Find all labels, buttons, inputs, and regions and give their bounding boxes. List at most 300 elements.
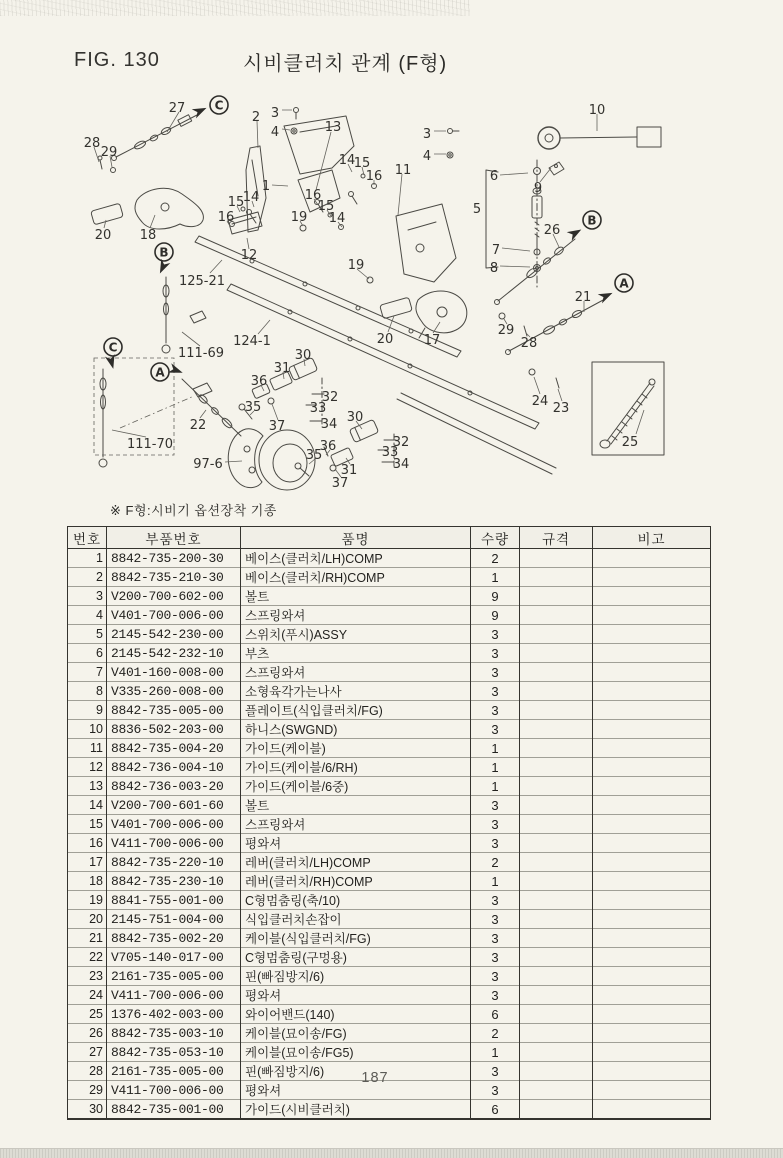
table-row <box>68 568 711 587</box>
spec <box>520 587 593 606</box>
part-number: V335-260-008-00 <box>107 682 241 701</box>
header-note: 비고 <box>593 527 711 549</box>
header-part-number: 부품번호 <box>107 527 241 549</box>
spec <box>520 872 593 891</box>
page-number: 187 <box>361 1070 389 1086</box>
callout-31: 31 <box>340 463 358 478</box>
part-number: 2161-735-005-00 <box>107 967 241 986</box>
part-name: 베이스(클러치/RH)COMP <box>241 568 471 587</box>
part-name: 볼트 <box>241 587 471 606</box>
page-title: 시비클러치 관계 (F형) <box>243 53 448 75</box>
part-number: 8842-735-003-10 <box>107 1024 241 1043</box>
row-number: 4 <box>68 606 107 625</box>
note <box>593 929 711 948</box>
row-number: 13 <box>68 777 107 796</box>
quantity: 9 <box>471 587 520 606</box>
note <box>593 549 711 568</box>
row-number: 18 <box>68 872 107 891</box>
table-header-row <box>68 527 711 549</box>
part-name: 가이드(시비클러치) <box>241 1100 471 1120</box>
part-name: 평와셔 <box>241 1081 471 1100</box>
note <box>593 1024 711 1043</box>
ref-letters <box>104 96 633 381</box>
part-number: 8842-735-053-10 <box>107 1043 241 1062</box>
callout-16: 16 <box>365 169 383 184</box>
note <box>593 891 711 910</box>
part-name: 케이블(묘이송/FG5) <box>241 1043 471 1062</box>
callout-15: 15 <box>353 156 371 171</box>
row-number: 6 <box>68 644 107 663</box>
row-number: 3 <box>68 587 107 606</box>
part-name: 스위치(푸시)ASSY <box>241 625 471 644</box>
callout-124-1: 124-1 <box>233 334 271 349</box>
quantity: 3 <box>471 663 520 682</box>
spec <box>520 1100 593 1120</box>
quantity: 1 <box>471 872 520 891</box>
svg-text:B: B <box>159 245 169 260</box>
row-number: 5 <box>68 625 107 644</box>
row-number: 8 <box>68 682 107 701</box>
quantity: 3 <box>471 644 520 663</box>
svg-text:C: C <box>214 98 224 113</box>
part-number: 8842-735-004-20 <box>107 739 241 758</box>
header-spec: 규격 <box>520 527 593 549</box>
spec <box>520 1005 593 1024</box>
callout-19: 19 <box>290 210 308 225</box>
part-number: 2145-542-232-10 <box>107 644 241 663</box>
spec <box>520 929 593 948</box>
row-number: 23 <box>68 967 107 986</box>
table-row <box>68 701 711 720</box>
part-number: 2145-542-230-00 <box>107 625 241 644</box>
part-name: 소형육각가는나사 <box>241 682 471 701</box>
part-number: 8842-736-004-10 <box>107 758 241 777</box>
svg-text:B: B <box>587 213 597 228</box>
spec <box>520 644 593 663</box>
note <box>593 568 711 587</box>
part-name: 레버(클러치/RH)COMP <box>241 872 471 891</box>
callout-16: 16 <box>304 188 322 203</box>
note <box>593 1100 711 1120</box>
spec <box>520 910 593 929</box>
spec <box>520 1062 593 1081</box>
row-number: 17 <box>68 853 107 872</box>
ref-letter-B <box>155 243 173 276</box>
spec <box>520 758 593 777</box>
note <box>593 834 711 853</box>
table-row <box>68 967 711 986</box>
row-number: 24 <box>68 986 107 1005</box>
part-number: 2145-751-004-00 <box>107 910 241 929</box>
note <box>593 1062 711 1081</box>
row-number: 26 <box>68 1024 107 1043</box>
callout-15: 15 <box>227 195 245 210</box>
note <box>593 720 711 739</box>
callout-14: 14 <box>338 153 356 168</box>
callout-16: 16 <box>217 210 235 225</box>
frame-rail-drawing <box>195 236 556 474</box>
callout-28: 28 <box>520 336 538 351</box>
part-name: 플레이트(식입클러치/FG) <box>241 701 471 720</box>
part-name: C형멈춤링(구멍용) <box>241 948 471 967</box>
part-name: 부츠 <box>241 644 471 663</box>
part-name: 스프링와셔 <box>241 815 471 834</box>
part-name: 가이드(케이블/6중) <box>241 777 471 796</box>
callout-19: 19 <box>347 258 365 273</box>
callout-24: 24 <box>531 394 549 409</box>
part-name: C형멈춤링(축/10) <box>241 891 471 910</box>
callout-13: 13 <box>324 120 342 135</box>
parts-table-body <box>68 549 711 1120</box>
row-number: 19 <box>68 891 107 910</box>
spec <box>520 549 593 568</box>
quantity: 1 <box>471 739 520 758</box>
spec <box>520 625 593 644</box>
callout-11: 11 <box>394 163 412 178</box>
spec <box>520 853 593 872</box>
part-name: 평와셔 <box>241 834 471 853</box>
note <box>593 910 711 929</box>
note <box>593 1005 711 1024</box>
spec <box>520 1081 593 1100</box>
spec <box>520 1024 593 1043</box>
note <box>593 625 711 644</box>
part-number: V401-700-006-00 <box>107 606 241 625</box>
spec <box>520 606 593 625</box>
part-number: V411-700-006-00 <box>107 1081 241 1100</box>
part-number: V200-700-601-60 <box>107 796 241 815</box>
callout-29: 29 <box>497 323 515 338</box>
spec <box>520 777 593 796</box>
row-number: 2 <box>68 568 107 587</box>
callout-97-6: 97-6 <box>193 457 223 472</box>
note <box>593 948 711 967</box>
callout-32: 32 <box>392 435 410 450</box>
note <box>593 606 711 625</box>
quantity: 3 <box>471 1062 520 1081</box>
quantity: 3 <box>471 720 520 739</box>
table-row <box>68 853 711 872</box>
row-number: 11 <box>68 739 107 758</box>
callout-30: 30 <box>346 410 364 425</box>
callout-4: 4 <box>270 125 280 140</box>
callout-14: 14 <box>242 190 260 205</box>
callout-111-69: 111-69 <box>177 346 225 361</box>
part-number: V411-700-006-00 <box>107 986 241 1005</box>
table-row <box>68 549 711 568</box>
quantity: 3 <box>471 967 520 986</box>
quantity: 3 <box>471 682 520 701</box>
callout-34: 34 <box>320 417 338 432</box>
spec <box>520 701 593 720</box>
table-row <box>68 777 711 796</box>
note <box>593 872 711 891</box>
part-name: 가이드(케이블) <box>241 739 471 758</box>
spec <box>520 568 593 587</box>
callout-15: 15 <box>317 199 335 214</box>
svg-text:C: C <box>108 340 118 355</box>
callout-36: 36 <box>319 439 337 454</box>
callout-3: 3 <box>422 127 432 142</box>
quantity: 3 <box>471 948 520 967</box>
part-number: 8842-735-220-10 <box>107 853 241 872</box>
exploded-parts-diagram <box>0 0 783 500</box>
part-name: 평와셔 <box>241 986 471 1005</box>
callout-29: 29 <box>100 145 118 160</box>
quantity: 3 <box>471 986 520 1005</box>
table-row <box>68 663 711 682</box>
header-part-name: 품명 <box>241 527 471 549</box>
callout-26: 26 <box>543 223 561 238</box>
ref-letter-A <box>151 363 184 381</box>
part-number: 8842-736-003-20 <box>107 777 241 796</box>
quantity: 3 <box>471 1081 520 1100</box>
callout-21: 21 <box>574 290 592 305</box>
note <box>593 682 711 701</box>
callout-30: 30 <box>294 348 312 363</box>
table-row <box>68 986 711 1005</box>
row-number: 15 <box>68 815 107 834</box>
part-name: 가이드(케이블/6/RH) <box>241 758 471 777</box>
note <box>593 739 711 758</box>
row-number: 25 <box>68 1005 107 1024</box>
callout-8: 8 <box>489 261 499 276</box>
part-name: 핀(빠짐방지/6) <box>241 1062 471 1081</box>
row-number: 16 <box>68 834 107 853</box>
row-number: 10 <box>68 720 107 739</box>
table-row <box>68 1043 711 1062</box>
table-row <box>68 796 711 815</box>
spec <box>520 1043 593 1062</box>
row-number: 20 <box>68 910 107 929</box>
ref-letter-C <box>192 96 228 118</box>
callout-1: 1 <box>261 179 271 194</box>
note <box>593 777 711 796</box>
bracket-plate-drawing <box>91 116 467 338</box>
header-quantity: 수량 <box>471 527 520 549</box>
callout-4: 4 <box>422 149 432 164</box>
svg-text:A: A <box>619 276 629 291</box>
callout-9: 9 <box>533 181 543 196</box>
part-number: V705-140-017-00 <box>107 948 241 967</box>
callout-labels <box>83 98 639 491</box>
part-name: 베이스(클러치/LH)COMP <box>241 549 471 568</box>
part-name: 와이어밴드(140) <box>241 1005 471 1024</box>
callout-22: 22 <box>189 418 207 433</box>
part-number: 8842-735-200-30 <box>107 549 241 568</box>
svg-text:A: A <box>155 365 165 380</box>
callout-18: 18 <box>139 228 157 243</box>
quantity: 1 <box>471 758 520 777</box>
callout-20: 20 <box>376 332 394 347</box>
table-footnote: ※ F형:시비기 옵션장착 기종 <box>110 503 277 518</box>
callout-5: 5 <box>472 202 482 217</box>
quantity: 3 <box>471 701 520 720</box>
spec <box>520 720 593 739</box>
row-number: 21 <box>68 929 107 948</box>
part-number: V401-160-008-00 <box>107 663 241 682</box>
table-row <box>68 1100 711 1120</box>
part-number: V411-700-006-00 <box>107 834 241 853</box>
scan-edge-bottom <box>0 1149 783 1158</box>
callout-31: 31 <box>273 361 291 376</box>
quantity: 3 <box>471 834 520 853</box>
callout-125-21: 125-21 <box>178 274 226 289</box>
quantity: 2 <box>471 549 520 568</box>
callout-35: 35 <box>244 400 262 415</box>
part-number: 2161-735-005-00 <box>107 1062 241 1081</box>
part-name: 레버(클러치/LH)COMP <box>241 853 471 872</box>
quantity: 2 <box>471 1024 520 1043</box>
part-number: 8842-735-002-20 <box>107 929 241 948</box>
note <box>593 758 711 777</box>
callout-17: 17 <box>423 333 441 348</box>
part-name: 케이블(식입클러치/FG) <box>241 929 471 948</box>
note <box>593 815 711 834</box>
row-number: 28 <box>68 1062 107 1081</box>
table-row <box>68 606 711 625</box>
part-name: 케이블(묘이송/FG) <box>241 1024 471 1043</box>
gearbox-housing-drawing <box>228 429 315 490</box>
callout-34: 34 <box>392 457 410 472</box>
quantity: 3 <box>471 910 520 929</box>
row-number: 27 <box>68 1043 107 1062</box>
quantity: 6 <box>471 1005 520 1024</box>
ref-letter-B <box>567 211 601 241</box>
callout-25: 25 <box>621 435 639 450</box>
callout-32: 32 <box>321 390 339 405</box>
row-number: 22 <box>68 948 107 967</box>
quantity: 3 <box>471 891 520 910</box>
row-number: 14 <box>68 796 107 815</box>
part-name: 스프링와셔 <box>241 606 471 625</box>
callout-35: 35 <box>305 448 323 463</box>
quantity: 3 <box>471 929 520 948</box>
callout-7: 7 <box>491 243 501 258</box>
callout-33: 33 <box>309 401 327 416</box>
table-row <box>68 948 711 967</box>
quantity: 9 <box>471 606 520 625</box>
row-number: 9 <box>68 701 107 720</box>
table-row <box>68 1005 711 1024</box>
row-number: 7 <box>68 663 107 682</box>
row-number: 12 <box>68 758 107 777</box>
parts-table <box>67 526 711 1120</box>
row-number: 30 <box>68 1100 107 1120</box>
callout-111-70: 111-70 <box>126 437 174 452</box>
callout-14: 14 <box>328 211 346 226</box>
spec <box>520 834 593 853</box>
callout-23: 23 <box>552 401 570 416</box>
part-name: 스프링와셔 <box>241 663 471 682</box>
note <box>593 796 711 815</box>
table-row <box>68 1024 711 1043</box>
spec <box>520 986 593 1005</box>
part-number: V200-700-602-00 <box>107 587 241 606</box>
quantity: 3 <box>471 815 520 834</box>
spec <box>520 682 593 701</box>
table-row <box>68 872 711 891</box>
spec <box>520 796 593 815</box>
spec <box>520 739 593 758</box>
row-number: 29 <box>68 1081 107 1100</box>
note <box>593 1081 711 1100</box>
part-number: 8842-735-230-10 <box>107 872 241 891</box>
part-name: 볼트 <box>241 796 471 815</box>
quantity: 3 <box>471 796 520 815</box>
ref-letter-A <box>598 274 633 303</box>
table-row <box>68 644 711 663</box>
callout-12: 12 <box>240 248 258 263</box>
callout-10: 10 <box>588 103 606 118</box>
note <box>593 701 711 720</box>
spec <box>520 967 593 986</box>
note <box>593 663 711 682</box>
quantity: 1 <box>471 1043 520 1062</box>
table-row <box>68 834 711 853</box>
figure-number: FIG. 130 <box>74 49 160 71</box>
callout-20: 20 <box>94 228 112 243</box>
note <box>593 587 711 606</box>
quantity: 2 <box>471 853 520 872</box>
table-row <box>68 587 711 606</box>
callout-27: 27 <box>168 101 186 116</box>
spec <box>520 891 593 910</box>
callout-2: 2 <box>251 110 261 125</box>
table-row <box>68 682 711 701</box>
quantity: 1 <box>471 777 520 796</box>
spec <box>520 815 593 834</box>
quantity: 1 <box>471 568 520 587</box>
part-name: 핀(빠짐방지/6) <box>241 967 471 986</box>
callout-33: 33 <box>381 445 399 460</box>
spec <box>520 663 593 682</box>
table-row <box>68 720 711 739</box>
table-row <box>68 815 711 834</box>
spec <box>520 948 593 967</box>
note <box>593 986 711 1005</box>
part-number: 8841-755-001-00 <box>107 891 241 910</box>
callout-37: 37 <box>268 419 286 434</box>
note <box>593 644 711 663</box>
note <box>593 1043 711 1062</box>
part-number: 8842-735-005-00 <box>107 701 241 720</box>
row-number: 1 <box>68 549 107 568</box>
table-row <box>68 929 711 948</box>
callout-3: 3 <box>270 106 280 121</box>
callout-36: 36 <box>250 374 268 389</box>
quantity: 6 <box>471 1100 520 1120</box>
part-number: V401-700-006-00 <box>107 815 241 834</box>
callout-6: 6 <box>489 169 499 184</box>
note <box>593 967 711 986</box>
part-name: 하니스(SWGND) <box>241 720 471 739</box>
note <box>593 853 711 872</box>
quantity: 3 <box>471 625 520 644</box>
part-number: 8836-502-203-00 <box>107 720 241 739</box>
callout-37: 37 <box>331 476 349 491</box>
part-number: 8842-735-210-30 <box>107 568 241 587</box>
table-row <box>68 891 711 910</box>
part-name: 식입클러치손잡이 <box>241 910 471 929</box>
table-row <box>68 625 711 644</box>
header-number: 번호 <box>68 527 107 549</box>
callout-28: 28 <box>83 136 101 151</box>
part-number: 8842-735-001-00 <box>107 1100 241 1120</box>
table-row <box>68 910 711 929</box>
table-row <box>68 739 711 758</box>
part-number: 1376-402-003-00 <box>107 1005 241 1024</box>
